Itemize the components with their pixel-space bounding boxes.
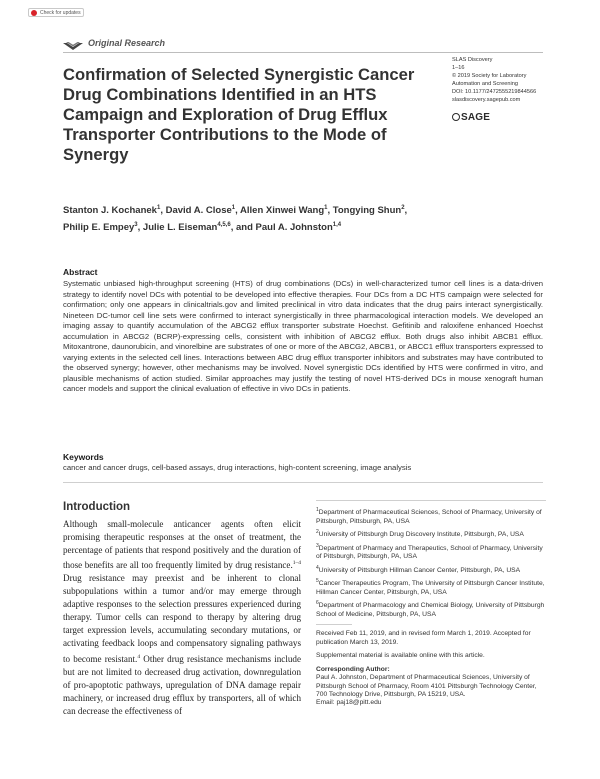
author-affil-mark: 1	[231, 205, 236, 211]
keywords-text: cancer and cancer drugs, cell-based assays, drug interactions, high-content screening, image analysis	[63, 463, 412, 472]
header-rule	[63, 52, 543, 53]
corresponding-heading: Corresponding Author:	[316, 665, 390, 673]
author-affil-mark: 2	[401, 205, 405, 211]
author-affil-mark: 4,5,6	[217, 222, 231, 229]
citation-ref[interactable]: 1–4	[292, 560, 301, 567]
author: Stanton J. Kochanek	[63, 205, 157, 217]
sage-logo	[452, 112, 490, 123]
author-affil-mark: 1	[156, 205, 161, 211]
abstract-heading: Abstract	[63, 267, 98, 277]
journal-site[interactable]: slasdiscovery.sagepub.com	[452, 97, 521, 103]
article-type: Original Research	[88, 38, 166, 48]
journal-info	[452, 56, 562, 104]
citation-ref[interactable]: 4	[137, 653, 141, 660]
author: Paul A. Johnston	[255, 222, 333, 234]
keywords-heading: Keywords	[63, 452, 104, 462]
journal-doi[interactable]: DOI: 10.1177/2472555219844566	[452, 89, 537, 95]
author: Allen Xinwei Wang	[240, 205, 325, 217]
check-updates-label: Check for updates	[40, 10, 81, 16]
check-updates-badge[interactable]	[28, 8, 84, 17]
author: David A. Close	[165, 205, 232, 217]
introduction-text: Although small-molecule anticancer agents often elicit promising therapeutic responses at the onset of treatment, the percentage of patients that respond positively and the duration of those benefits are all too frequently limited by drug resistance.$^{1-4}$ Drug resistance may preexist and be inherent to clonal subpopulations within a tumor and/or may emerge through adaptive responses to the selection pressures experienced during therapy. Tumor cells can respond to therapy by altering drug target expression levels, accumulating secondary mutations, or activating feedback loops and compensatory signaling pathways to become resistant.$^4$ Other drug resistance mechanisms include but are not limited to decreased drug activation, downregulation of pro-apoptotic pathways, upregulation of DNA damage repair machinery, or increased drug efflux by transporters, all of which can decrease the effectiveness of	[63, 519, 301, 716]
affiliation-item: $^1$Department of Pharmaceutical Sciences, School of Pharmacy, University of Pittsburgh, Pittsburgh, PA, USA	[316, 507, 542, 525]
supplemental-note: Supplemental material is available online with this article.	[316, 652, 485, 660]
affiliation-item: $^4$University of Pittsburgh Hillman Cancer Center, Pittsburgh, PA, USA	[316, 564, 521, 574]
journal-pages: 1–16	[452, 65, 465, 71]
slas-wing-logo-icon	[62, 41, 84, 51]
journal-copyright-cont: Automation and Screening	[452, 81, 518, 87]
section-divider	[63, 482, 543, 483]
author: Tongying Shun	[332, 205, 402, 217]
affiliation-item: $^2$University of Pittsburgh Drug Discovery Institute, Pittsburgh, PA, USA	[316, 529, 524, 539]
author-affil-mark: 3	[134, 222, 138, 229]
notes-rule	[316, 624, 352, 625]
author-affil-mark: 1	[324, 205, 328, 211]
check-updates-icon	[31, 10, 37, 16]
affiliations-column	[316, 500, 546, 708]
affiliation-item: $^5$Cancer Therapeutics Program, The University of Pittsburgh Cancer Institute, Hillman Cancer Center, Pittsburgh, PA, USA	[316, 578, 545, 597]
affiliation-item: $^3$Department of Pharmacy and Therapeutics, School of Pharmacy, University of Pittsburgh, Pittsburgh, PA, USA	[316, 542, 543, 561]
article-title: Confirmation of Selected Synergistic Cancer Drug Combinations Identified in an HTS Campaign and Exploration of Drug Efflux Transporter Contributions to the Mode of Synergy	[63, 65, 415, 164]
abstract-text: Systematic unbiased high-throughput screening (HTS) of drug combinations (DCs) in well-characterized tumor cell lines is a data-driven strategy to identify novel DCs with potential to be developed into effective therapies. Four DCs from a DC HTS campaign were selected for confirmation; only one appears in clinicaltrials.gov and limited preclinical in vitro data indicates that the drug pairs interact synergistically. Nineteen DC-tumor cell line sets were confirmed to interact synergistically in three pharmacological interaction models. We developed an imaging assay to quantify accumulation of the ABCG2 efflux transporter substrate Hoechst. Gefitinib and raloxifene enhanced Hoechst accumulation in ABCG2 (BCRP)-expressing cells, consistent with inhibition of ABCG2 efflux. Both drugs also inhibit ABCB1 efflux. Mitoxantrone, daunorubicin, and vinorelbine are substrates of one or more of the ABCG2, ABCB1, or ABCC1 efflux transporters expressed to varying extents in the selected cell lines. Interactions between ABC drug efflux transporter inhibitors and substrates may have contributed to the observed synergy; however, other mechanisms may be involved. Novel synergistic DCs identified by HTS were confirmed in vitro, and plausible mechanisms of action studied. Similar approaches may justify the testing of novel HTS-derived DCs in mouse xenograft human cancer models and support the clinical evaluation of effective in vivo DCs in patients.	[63, 279, 543, 394]
introduction-heading: Introduction	[63, 501, 131, 513]
sage-logo-text: SAGE	[461, 112, 491, 123]
affiliation-item: $^6$Department of Pharmacology and Chemical Biology, University of Pittsburgh School of Medicine, Pittsburgh, PA, USA	[316, 600, 545, 619]
corresponding-address: Paul A. Johnston, Department of Pharmaceutical Sciences, University of Pittsburgh School of Pharmacy, Room 4101 Pittsburgh Technology Center, 700 Technology Drive, Pittsburgh, PA 15219, USA.	[316, 674, 537, 698]
author-affil-mark: 1,4	[332, 222, 342, 229]
author-list: Stanton J. Kochanek$^1$, David A. Close$^1$, Allen Xinwei Wang$^1$, Tongying Shun$^2$, Philip E. Empey$^3$, Julie L. Eiseman$^{4,5,6}$, and Paul A. Johnston$^{1,4}$	[63, 205, 408, 234]
corresponding-email[interactable]: Email: paj18@pitt.edu	[316, 699, 382, 707]
affiliations-rule	[316, 500, 546, 501]
author: Philip E. Empey	[63, 222, 135, 234]
journal-copyright: © 2019 Society for Laboratory	[452, 73, 527, 79]
journal-name: SLAS Discovery	[452, 57, 493, 63]
received-note: Received Feb 11, 2019, and in revised form March 1, 2019. Accepted for publication March 13, 2019.	[316, 630, 531, 646]
author: Julie L. Eiseman	[142, 222, 218, 234]
sage-circle-icon	[452, 113, 460, 121]
